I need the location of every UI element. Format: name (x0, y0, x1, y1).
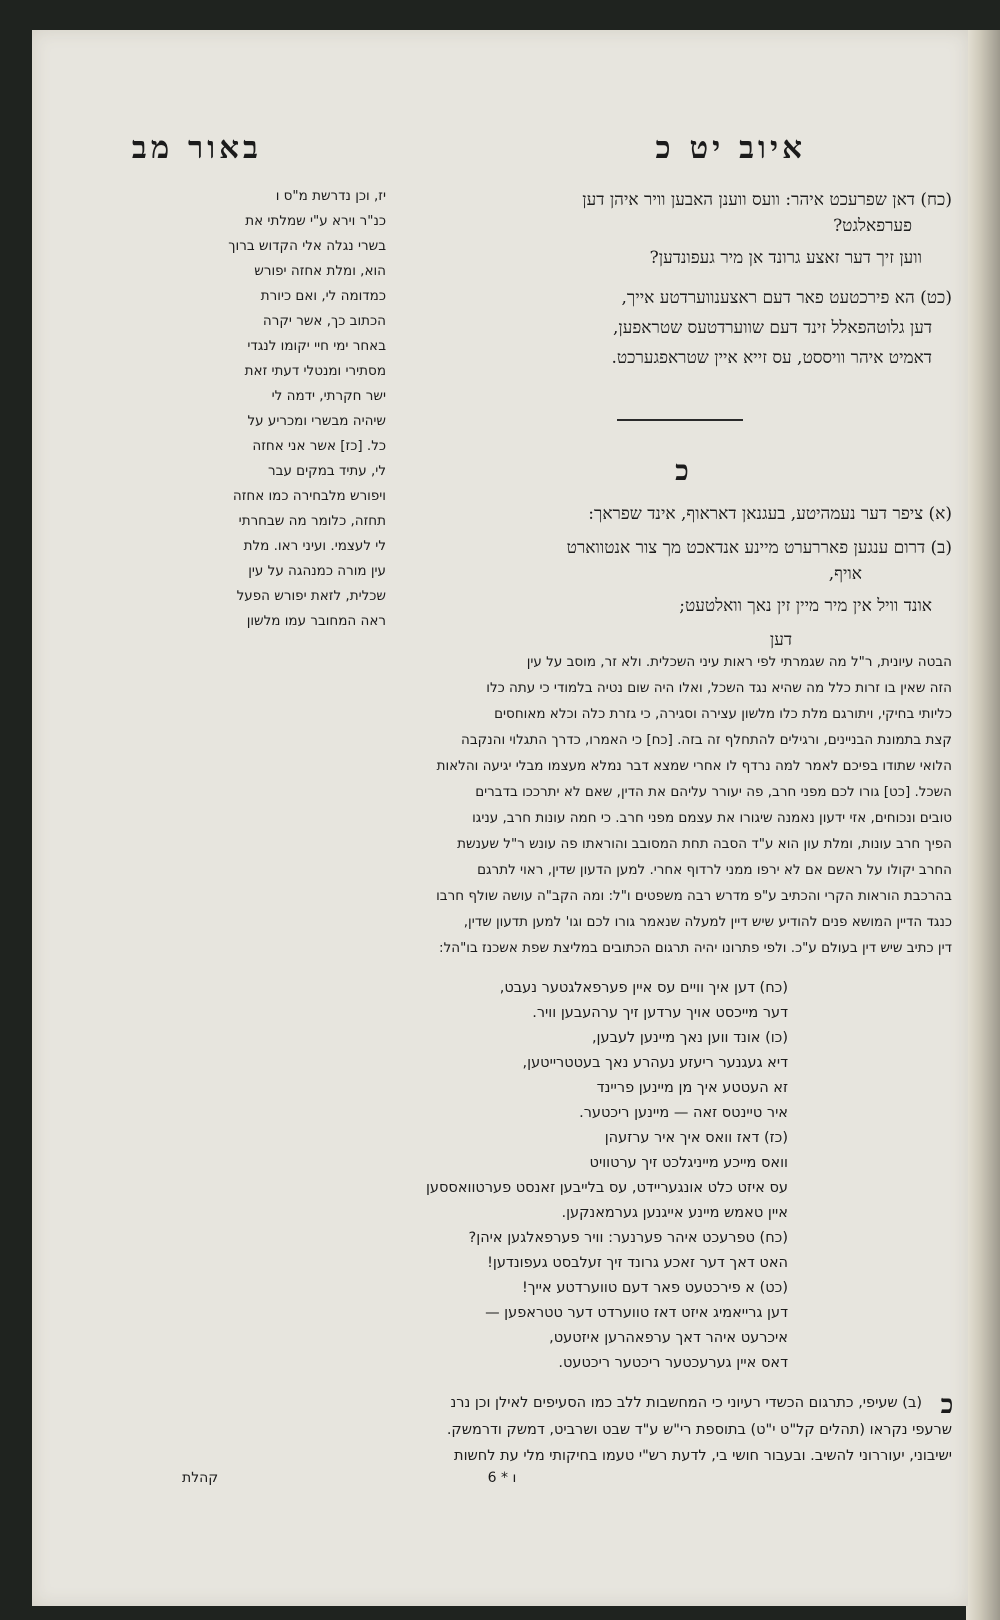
translation-line: (כח) טפרעכט איהר פערנער: וויר פערפאלגען איהן? (468, 1230, 788, 1246)
chapter-heading: כ (675, 454, 689, 487)
bottom-commentary-line: שרעפי נקראו (תהלים קל"ט י"ט) בתוספת רי"ש ע"ד שבט ושרביט, דמשק ודרמשק. (446, 1422, 952, 1438)
translation-line: זא העטטע איך מן מיינען פריינד (596, 1080, 788, 1096)
side-commentary-line: לי, עתיד במקים עבר (268, 463, 386, 479)
side-commentary-line: בשרי נגלה אלי הקדוש ברוך (228, 238, 386, 254)
chapter-text-line: אונד וויל אין מיר מיין זין נאך וואלטעט; (679, 596, 932, 616)
translation-line: איכרעט איהר דאך ערפאהרען איזטעט, (549, 1330, 788, 1346)
commentary-line: השכל. [כט] גורו לכם מפני חרב, פה יעורר עליהם את הדין, שאם לא יתרככו בדברים (475, 784, 952, 800)
side-commentary-line: ויפורש מלבחירה כמו אחזה (232, 488, 386, 504)
side-commentary-line: יז, וכן נדרשת מ"ס ו (275, 188, 386, 204)
main-text-line: ווען זיך דער זאצע גרונד אן מיר געפונדען? (649, 248, 922, 268)
translation-line: דער מייכסט אויך ערדען זיך ערהעבען וויר. (532, 1005, 788, 1021)
chapter-catchword: דען (769, 630, 792, 650)
commentary-line: בהרכבת הוראות הקרי והכתיב ע"פ מדרש רבה משפטים ו"ל: ומה הקב"ה עושה שולף חרבו (436, 888, 952, 904)
translation-line: (כו) אונד ווען נאך מיינען לעבען, (591, 1030, 788, 1046)
commentary-line: כנגד הדיין המושא פנים להודיע שיש דיין למעלה שנאמר גורו לכם וגו' למען תדעון שדין, (463, 914, 952, 930)
commentary-line: כליותי בחיקי, ויתורגם מלת כלו מלשון עצירה וסגירה, כי גזרת כלה וכלא מאוחסים (494, 706, 952, 722)
side-commentary-line: לי לעצמי. ועיני ראו. מלת (243, 538, 386, 554)
side-commentary-line: הוא, ומלת אחזה יפורש (254, 263, 386, 279)
main-text-line: דען גלוטהפאלל זינד דעם שווערדטעס שטראפען, (613, 318, 932, 338)
signature-mark: ו * 6 (487, 1470, 517, 1486)
commentary-line: הפיך חרב עונות, ומלת עון הוא ע"ד הסבה תחת המסובב והוראתו פה עונש ר"ל שענשת (457, 836, 952, 852)
bottom-commentary-line: (ב) שעיפי, כתרגום הכשדי רעיוני כי המחשבות ללב כמו הסעיפים לאילן וכן נרנ (450, 1395, 922, 1411)
side-commentary-line: שיהיה מבשרי ומכריע על (247, 413, 386, 429)
main-text-line: (כט) הא פירכטעט פאר דעם ראצענווערדטע אייך, (621, 288, 952, 308)
side-commentary-line: מסתירי ומנטלי דעתי זאת (244, 363, 386, 379)
margin-chapter-letter: כ (940, 1390, 954, 1420)
side-commentary-line: כל. [כז] אשר אני אחזה (252, 438, 386, 454)
translation-line: דען גרייאמיג איזט דאז טווערדט דער טטראפען — (485, 1305, 788, 1321)
commentary-line: דין כתיב שיש דין בעולם ע"כ. ולפי פתרונו יהיה תרגום הכתובים במליצת שפת אשכנז בו"הל: (439, 940, 952, 956)
chapter-text-line: (ב) דרום ענגען פאררערט מיינע אנדאכט מך צור אנטווארט (566, 538, 952, 558)
translation-line: (כט) א פירכטעט פאר דעם טווערדטע אייך! (521, 1280, 788, 1296)
commentary-line: הזה שאין בו זרות כלל מה שהיא נגד השכל, ואלו היה שום נטיה בלמודי כי עתה כלו (486, 680, 952, 696)
side-commentary-line: ישר חקרתי, ידמה לי (271, 388, 386, 404)
side-commentary-line: באחר ימי חיי יקומו לנגדי (247, 338, 386, 354)
translation-line: עס איזט כלט אונגעריידט, עס בלייבען זאנסט פערטוואססען (425, 1180, 788, 1196)
translation-line: איר טיינטס זאה — מיינען ריכטער. (579, 1105, 788, 1121)
commentary-line: קצת בתמונת הבניינים, ורגילים להתחלף זה בזה. [כח] כי האמרו, כדרך התגלוי והנקבה (461, 732, 952, 748)
side-commentary-line: כנ"ר וירא ע"י שמלתי את (245, 213, 386, 229)
side-commentary-line: הכתוב כך, אשר יקרה (262, 313, 386, 329)
commentary-line: טובים ונכוחים, אזי ידעון נאמנה שיגורו את עצמם מפני חרב. כי חמה עונות חרב, עניגו (472, 810, 952, 826)
translation-line: (כח) דען איך וויים עס איין פערפאלגטער נעבט, (499, 980, 788, 996)
main-text-line: (כח) דאן שפרעכט איהר: וועס ווענן האבען וויר איהן דען (582, 190, 952, 210)
main-text-line: דאמיט איהר וויססט, עס זייא איין שטראפגערכט. (611, 348, 932, 368)
book-page (32, 30, 968, 1606)
book-page-edge (966, 30, 1000, 1620)
translation-line: איין טאמש מיינע אייגנען גערמאנקען. (561, 1205, 788, 1221)
commentary-line: החרב יקולו על ראשם אם לא ירפו ממני לרדוף אחרי. למען הדעון שדין, ראוי לתרגם (477, 862, 952, 878)
translation-line: האט דאך דער זאכע גרונד זיך זעלבסט געפונדען! (487, 1255, 788, 1271)
commentary-line: הבטה עיונית, ר"ל מה שגמרתי לפי ראות עיני השכלית. ולא זר, מוסב על עין (526, 654, 952, 670)
chapter-text-line: אויף, (828, 564, 862, 584)
side-commentary-line: ראה המחובר עמו מלשון (246, 613, 386, 629)
main-text-line: פערפאלגט? (833, 216, 912, 236)
translation-line: (כז) דאז וואס איך איר ערזעהן (604, 1130, 788, 1146)
bottom-commentary-line: ישיבוני, יעוררוני להשיב. ובעבור חושי בי, לדעת רש"י טעמו בחיקותי מלי עת לחשות (454, 1448, 952, 1464)
side-commentary-line: שכלית, לזאת יפורש הפעל (236, 588, 386, 604)
side-commentary-line: עין מורה כמנהגה על עין (248, 563, 386, 579)
section-divider (617, 419, 743, 421)
running-header-title: איוב יט כ (655, 130, 806, 166)
catchword: קהלת (182, 1470, 219, 1486)
side-commentary-line: תחזה, כלומר מה שבחרתי (238, 513, 386, 529)
translation-line: דאס איין גערעכטער ריכטער ריכטעט. (558, 1355, 788, 1371)
translation-line: דיא געגנער ריעזע נעהרע נאך בעטטרייטען, (522, 1055, 788, 1071)
chapter-text-line: (א) ציפר דער נעמהיטע, בעגנאן דאראוף, אינד שפראך: (588, 504, 952, 524)
running-header-page: באור מב (131, 130, 262, 166)
translation-line: וואס מייכע מייניגלכט זיך ערטוויט (589, 1155, 788, 1171)
side-commentary-line: כמדומה לי, ואם כיורת (260, 288, 386, 304)
commentary-line: הלואי שתודו בפיכם לאמר למה נרדף לו אחרי שמצא דבר נמלא מעצמו מבלי יגיעה והלאות (436, 758, 952, 774)
